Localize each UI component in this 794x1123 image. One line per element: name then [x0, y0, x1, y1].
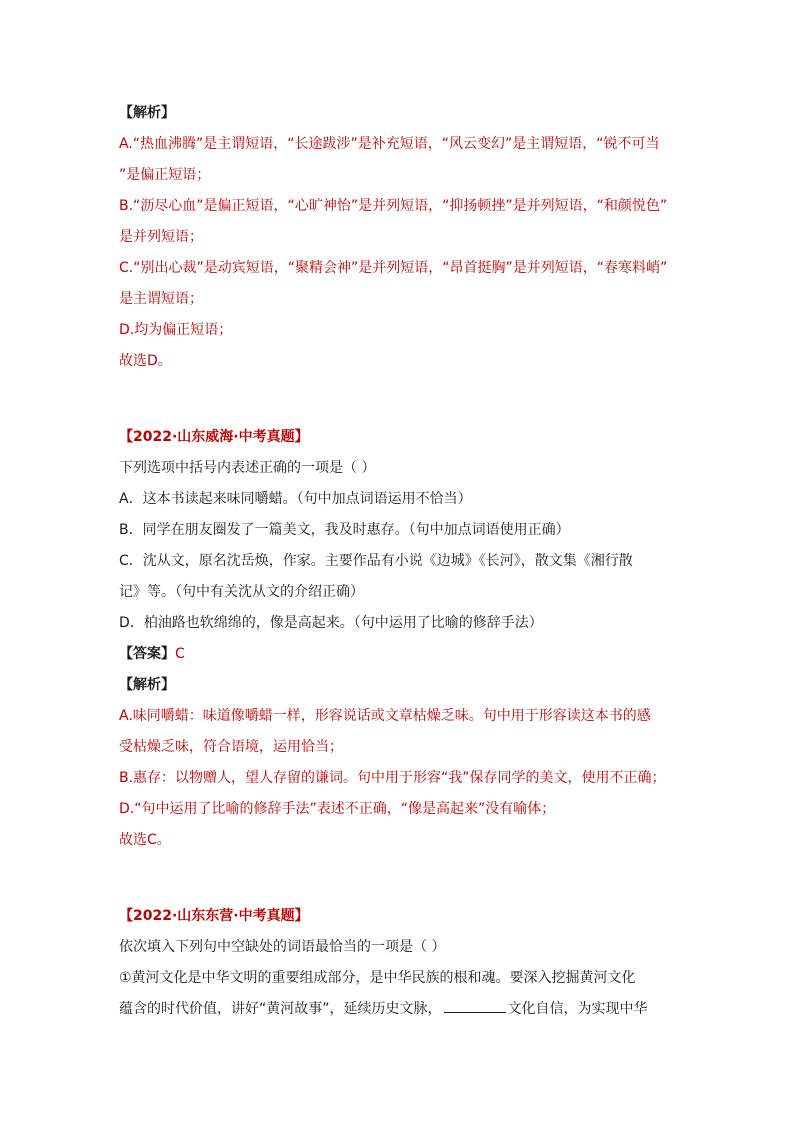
- analysis-label-2: 【解析】: [119, 677, 175, 693]
- analysis-line: C.“别出心裁”是动宾短语，“聚精会神”是并列短语，“昂首挺胸”是并列短语，“春寒料峭”: [119, 260, 668, 276]
- answer-value: C: [175, 646, 185, 662]
- analysis-line: ”是偏正短语；: [119, 167, 211, 183]
- analysis-line: D.均为偏正短语；: [119, 322, 233, 338]
- question-source-2: 【2022·山东威海·中考真题】: [119, 429, 309, 445]
- answer-row: [119, 639, 679, 670]
- analysis-line: B.“沥尽心血”是偏正短语，“心旷神怡”是并列短语，“抑扬顿挫”是并列短语，“和颜悦色”: [119, 198, 668, 214]
- passage-line: ①黄河文化是中华文明的重要组成部分，是中华民族的根和魂。要深入挖掘黄河文化: [119, 970, 636, 986]
- analysis-line: 是并列短语；: [119, 229, 203, 245]
- analysis-line: 受枯燥乏味，符合语境，运用恰当；: [119, 739, 343, 755]
- question-source-3: 【2022·山东东营·中考真题】: [119, 908, 309, 924]
- conclusion-1: 故选D。: [119, 353, 172, 369]
- question-stem-2: 下列选项中括号内表述正确的一项是（ ）: [119, 460, 376, 476]
- answer-label: 【答案】: [119, 646, 175, 662]
- option-c: C．沈从文，原名沈岳焕，作家。主要作品有小说《边城》《长河》，散文集《湘行散: [119, 553, 633, 569]
- option-c-cont: 记》等。（句中有关沈从文的介绍正确）: [119, 584, 364, 600]
- analysis-line: A.“热血沸腾”是主谓短语，“长途跋涉”是补充短语，“风云变幻”是主谓短语，“锐不可当: [119, 136, 660, 152]
- option-b: B．同学在朋友圈发了一篇美文，我及时惠存。（句中加点词语使用正确）: [119, 522, 570, 538]
- option-d: D．柏油路也软绵绵的，像是高起来。（句中运用了比喻的修辞手法）: [119, 615, 543, 631]
- passage-text: 文化自信，为实现中华: [507, 1001, 648, 1017]
- option-a: A．这本书读起来味同嚼蜡。（句中加点词语运用不恰当）: [119, 491, 472, 507]
- question-stem-3: 依次填入下列句中空缺处的词语最恰当的一项是（ ）: [119, 939, 446, 955]
- analysis-line: B.惠存：以物赠人，望人存留的谦词。句中用于形容“我”保存同学的美文，使用不正确；: [119, 770, 666, 786]
- passage-text: 蕴含的时代价值，讲好“黄河故事”，延续历史文脉，: [119, 1001, 442, 1017]
- fill-in-blank: [444, 995, 506, 1013]
- passage-line: [119, 994, 679, 1025]
- analysis-line: A.味同嚼蜡：味道像嚼蜡一样，形容说话或文章枯燥乏味。句中用于形容读这本书的感: [119, 708, 651, 724]
- analysis-line: D.“句中运用了比喻的修辞手法”表述不正确，“像是高起来”没有喻体；: [119, 801, 556, 817]
- analysis-label-1: 【解析】: [119, 105, 175, 121]
- document-page: [119, 98, 679, 1025]
- conclusion-2: 故选C。: [119, 832, 171, 848]
- analysis-line: 是主谓短语；: [119, 291, 203, 307]
